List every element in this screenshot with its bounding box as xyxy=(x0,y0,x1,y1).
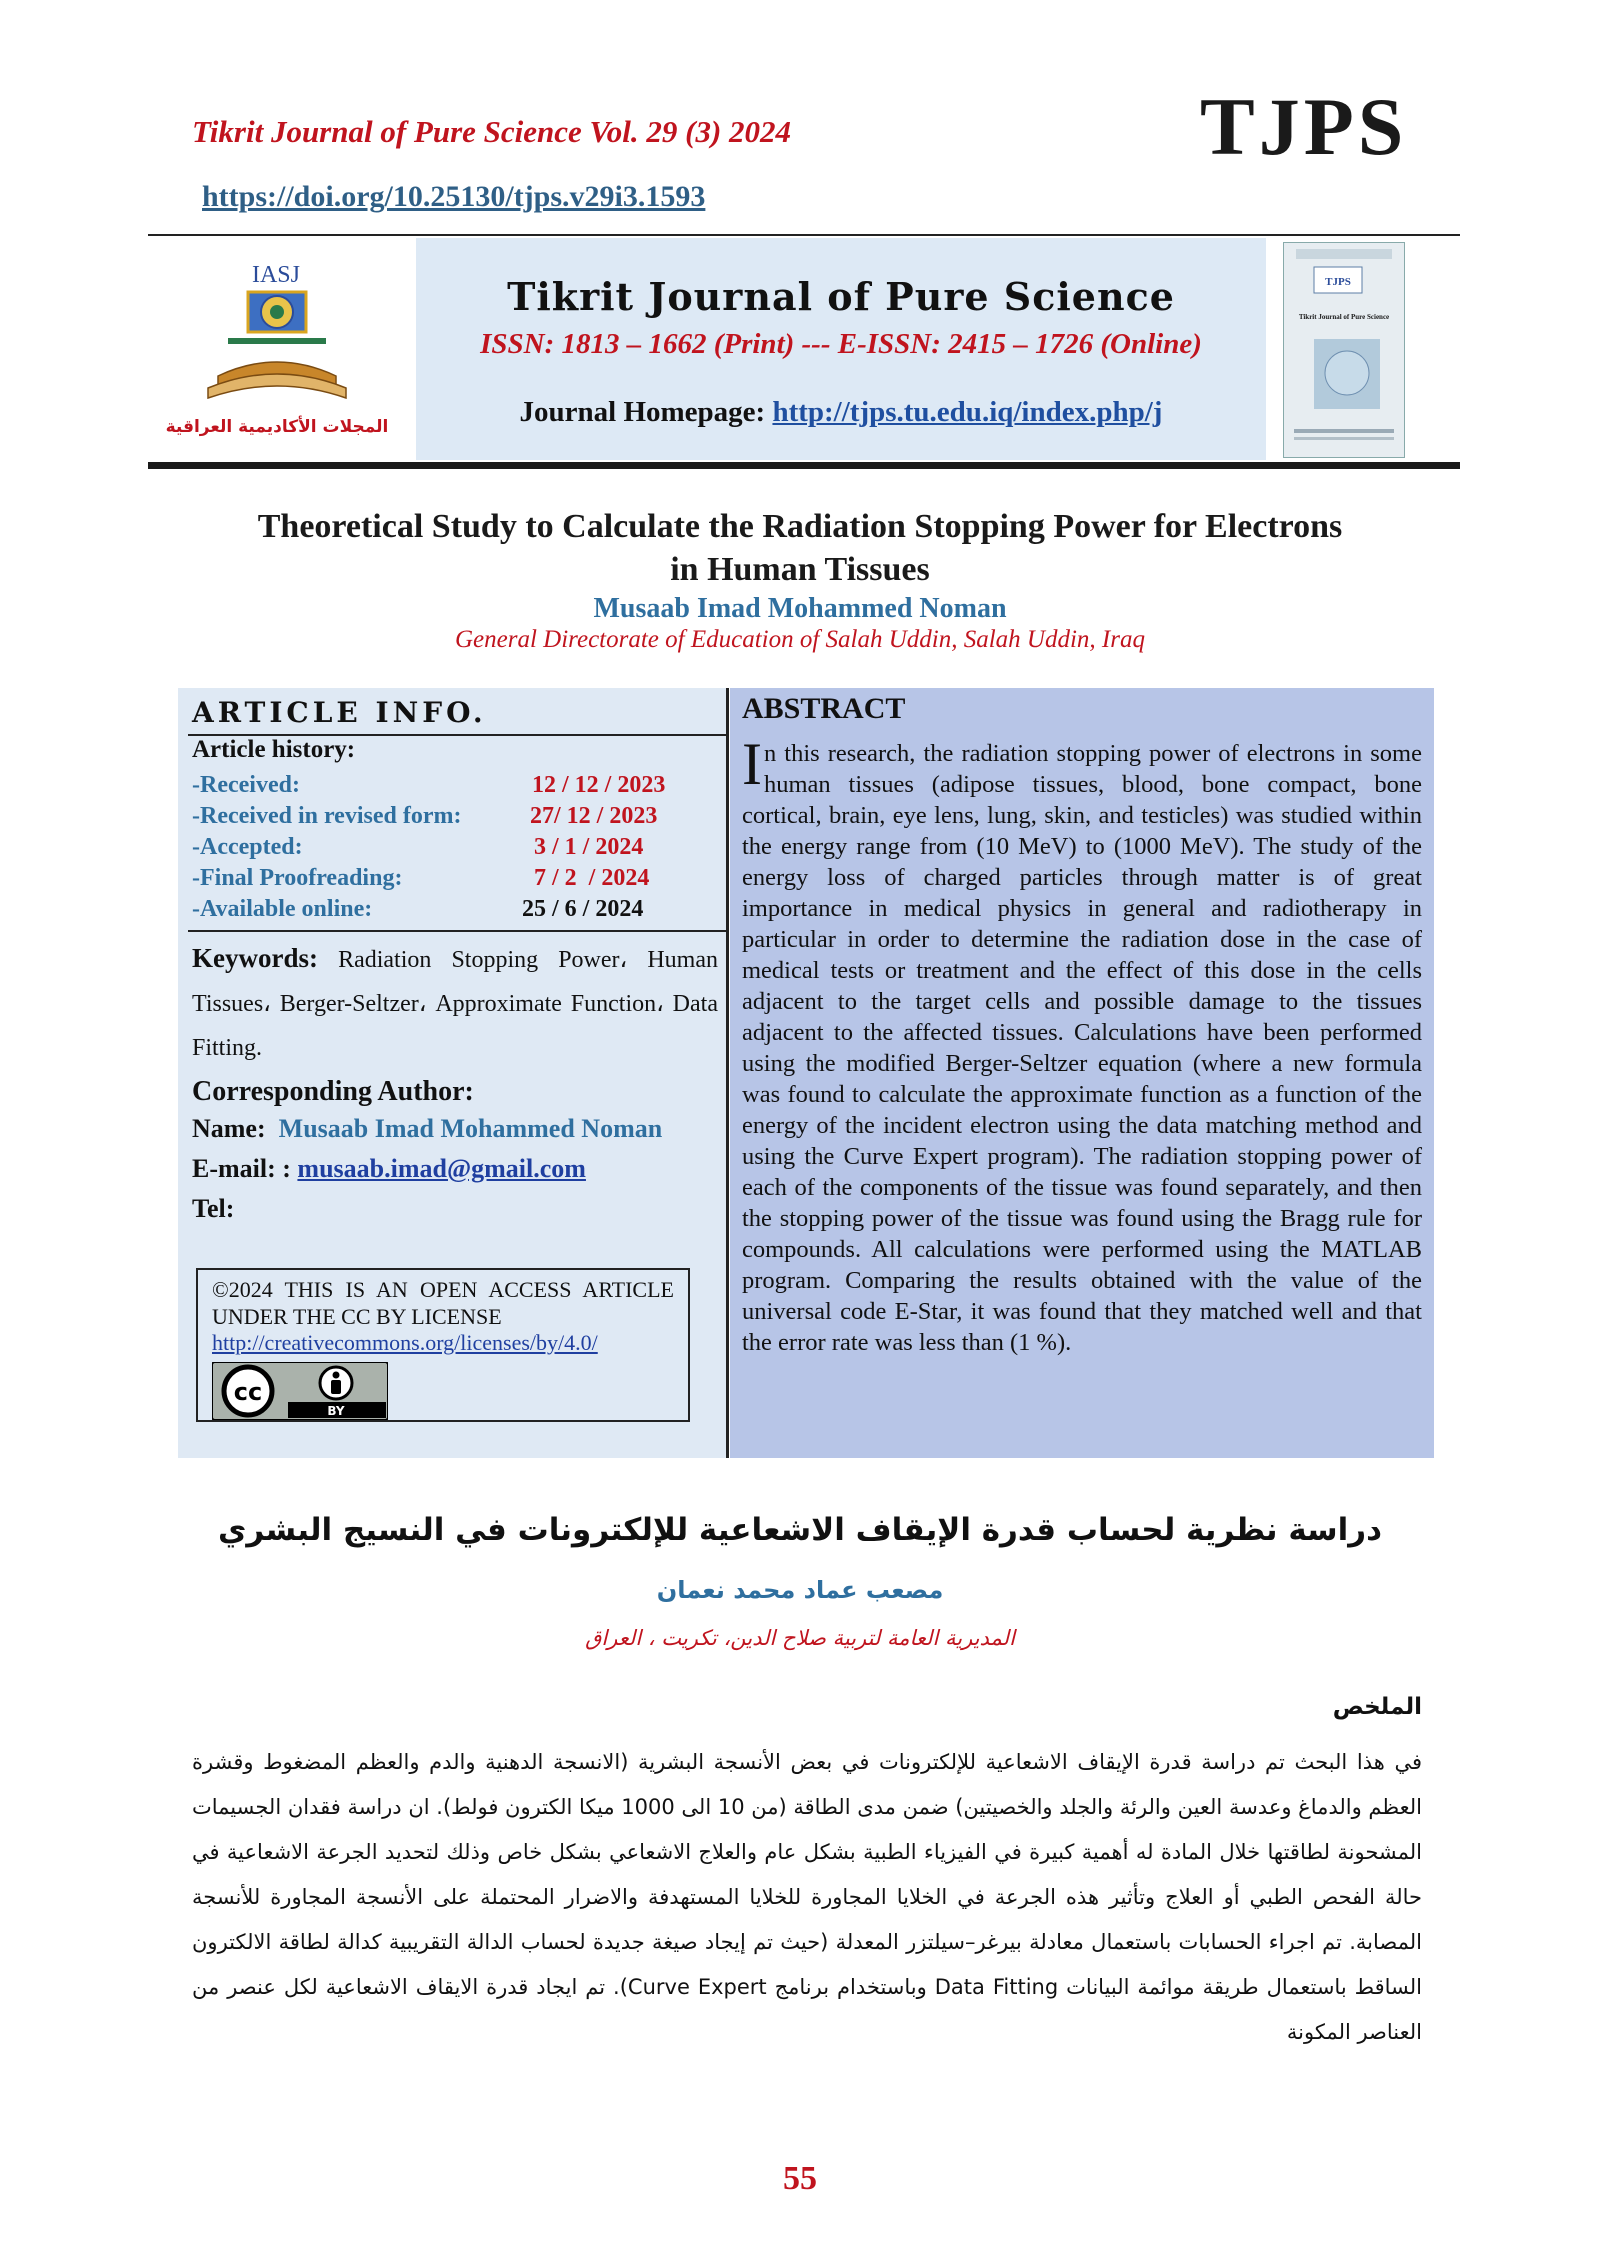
abstract-text: n this research, the radiation stopping power of electrons in some human tissues (adipose tissues, blood, bone compact, bone cortical, brain, eye lens, lung, skin, and testicles) was studied within the energy range from (10 MeV) to (1000 MeV). The study of the energy loss of charged particles through matter is of great importance in medical physics in general and radiotherapy in particular in order to determine the radiation dose in the case of medical tests or treatment and the effect of this dose in the cells adjacent to the target cells and possible damage to the tissues adjacent to the affected tissues. Calculations have been performed using the modified Berger-Seltzer equation (where a new formula was found to calculate the approximate function as a function of the energy of the incident electron using the data matching method and using the Curve Expert program). The radiation stopping power of each of the components of the tissue was found separately, and then the stopping power of the tissue was found using the Bragg rule for compounds. All calculations were performed using the MATLAB program. Comparing the results obtained with the value of the universal code E-Star, it was found that they matched well and that the error rate was less than (1 %). xyxy=(742,740,1422,1356)
by-label: BY xyxy=(327,1404,345,1418)
abstract-panel xyxy=(730,688,1434,1458)
author-name: Musaab Imad Mohammed Noman xyxy=(593,593,1007,624)
history-date: 25 / 6 / 2024 xyxy=(522,896,644,922)
arabic-abstract-body: في هذا البحث تم دراسة قدرة الإيقاف الاشعاعية للإلكترونات في بعض الأنسجة البشرية (الانسجة الدهنية والدم والعظم المضغوط وقشرة العظم والدماغ وعدسة العين والرئة والجلد والخصيتين) ضمن مدى الطاقة (من 10 الى 1000 ميكا الكترون فولط). ان دراسة فقدان الجسيمات المشحونة لطاقتها خلال المادة له أهمية كبيرة في الفيزياء الطبية بشكل عام والعلاج الاشعاعي بشكل خاص وذلك لتحديد الجرعة الاشعاعية في حالة الفحص الطبي أو العلاج وتأثير هذه الجرعة في الخلايا المجاورة للخلايا المستهدفة والاضرار المحتملة على الأنسجة المجاورة للأنسجة المصابة. تم اجراء الحسابات باستعمال معادلة بيرغر–سيلتزر المعدلة (حيث تم إيجاد صيغة جديدة لحساب الدالة التقريبية كدالة لطاقة الالكترون الساقط باستعمال طريقة موائمة البيانات Data Fitting وباستخدام برنامج Curve Expert). تم ايجاد قدرة الايقاف الاشعاعية لكل عنصر من العناصر المكونة xyxy=(192,1750,1422,2044)
author-affiliation: General Directorate of Education of Salah Uddin, Salah Uddin, Iraq xyxy=(455,626,1145,653)
tjps-logo: TJPS xyxy=(1200,81,1408,172)
paper-title-line-2: in Human Tissues xyxy=(670,551,930,588)
cc-label: cc xyxy=(233,1378,263,1406)
doi-link[interactable]: https://doi.org/10.25130/tjps.v29i3.1593 xyxy=(202,180,706,213)
email-link[interactable]: musaab.imad@gmail.com xyxy=(297,1154,586,1183)
history-row-revised xyxy=(192,803,712,834)
journal-banner xyxy=(148,238,1460,460)
banner-panel xyxy=(416,238,1266,460)
arabic-abstract-heading: الملخص xyxy=(1332,1694,1422,1720)
abstract-drop-cap: I xyxy=(742,731,762,797)
banner-rule xyxy=(148,462,1460,469)
column-divider xyxy=(726,688,729,1458)
corresponding-author-heading: Corresponding Author: xyxy=(192,1076,474,1107)
license-link[interactable]: http://creativecommons.org/licenses/by/4.0/ xyxy=(212,1330,598,1355)
cc-by-badge[interactable] xyxy=(212,1362,388,1420)
history-row-accepted xyxy=(192,834,712,865)
corresponding-author-name: Name: Musaab Imad Mohammed Noman xyxy=(192,1114,663,1143)
cover-title: Tikrit Journal of Pure Science xyxy=(1298,313,1390,321)
email-label: E-mail: : xyxy=(192,1154,298,1183)
history-label: -Final Proofreading: xyxy=(192,865,403,891)
history-date: 27/ 12 / 2023 xyxy=(530,803,658,829)
article-info-rule xyxy=(188,930,728,932)
page-number: 55 xyxy=(783,2160,817,2197)
corresponding-author-email xyxy=(192,1154,586,1184)
iasj-label: IASJ xyxy=(251,262,301,288)
homepage-label: Journal Homepage: xyxy=(519,396,773,428)
cover-logo: TJPS xyxy=(1325,276,1351,288)
history-row-available-online xyxy=(192,896,712,927)
history-date: 3 / 1 / 2024 xyxy=(534,834,644,860)
keywords-list: Radiation Stopping Power، Human Tissues، Berger-Seltzer، Approximate Function، Data Fitting. xyxy=(192,947,718,1061)
paper-title-line-1: Theoretical Study to Calculate the Radiation Stopping Power for Electrons xyxy=(257,508,1343,545)
journal-cover-thumbnail[interactable] xyxy=(1283,242,1405,458)
corresponding-author-tel: Tel: xyxy=(192,1194,235,1223)
homepage-link[interactable]: http://tjps.tu.edu.iq/index.php/j xyxy=(772,396,1163,428)
name-label: Name xyxy=(192,1114,257,1143)
history-row-received xyxy=(192,772,712,803)
article-info-heading: ARTICLE INFO. xyxy=(192,696,487,729)
keywords-label: Keywords: xyxy=(192,943,318,973)
banner-title: Tikrit Journal of Pure Science xyxy=(507,274,1175,319)
name-value: Musaab Imad Mohammed Noman xyxy=(278,1114,663,1143)
issn: ISSN: 1813 – 1662 (Print) --- E-ISSN: 2415 – 1726 (Online) xyxy=(480,328,1202,360)
article-history-label: Article history: xyxy=(192,736,356,763)
abstract-heading: ABSTRACT xyxy=(742,692,906,725)
header-rule xyxy=(148,234,1460,236)
history-date: 12 / 12 / 2023 xyxy=(532,772,666,798)
article-info-panel xyxy=(178,688,726,1458)
abstract-body xyxy=(742,731,1422,1358)
keywords xyxy=(192,936,718,1070)
history-label: -Accepted: xyxy=(192,834,303,860)
arabic-author: مصعب عماد محمد نعمان xyxy=(656,1576,944,1604)
history-row-final-proofreading xyxy=(192,865,712,896)
paper-title xyxy=(180,505,1420,591)
journal-volume: Tikrit Journal of Pure Science Vol. 29 (3) 2024 xyxy=(192,114,792,149)
journal-homepage xyxy=(416,396,1266,429)
iasj-arabic-label: المجلات الأكاديمية العراقية xyxy=(165,417,389,437)
arabic-affiliation: المديرية العامة لتربية صلاح الدين، تكريت ، العراق xyxy=(585,1626,1015,1650)
license-text: ©2024 THIS IS AN OPEN ACCESS ARTICLE UNDER THE CC BY LICENSE xyxy=(212,1277,674,1329)
history-label: -Received in revised form: xyxy=(192,803,462,829)
iasj-logo[interactable] xyxy=(158,256,408,451)
license-box xyxy=(196,1268,690,1422)
history-date: 7 / 2 / 2024 xyxy=(534,865,650,891)
history-label: -Received: xyxy=(192,772,300,798)
arabic-title: دراسة نظرية لحساب قدرة الإيقاف الاشعاعية للإلكترونات في النسيج البشري xyxy=(217,1512,1383,1548)
history-label: -Available online: xyxy=(192,896,373,922)
